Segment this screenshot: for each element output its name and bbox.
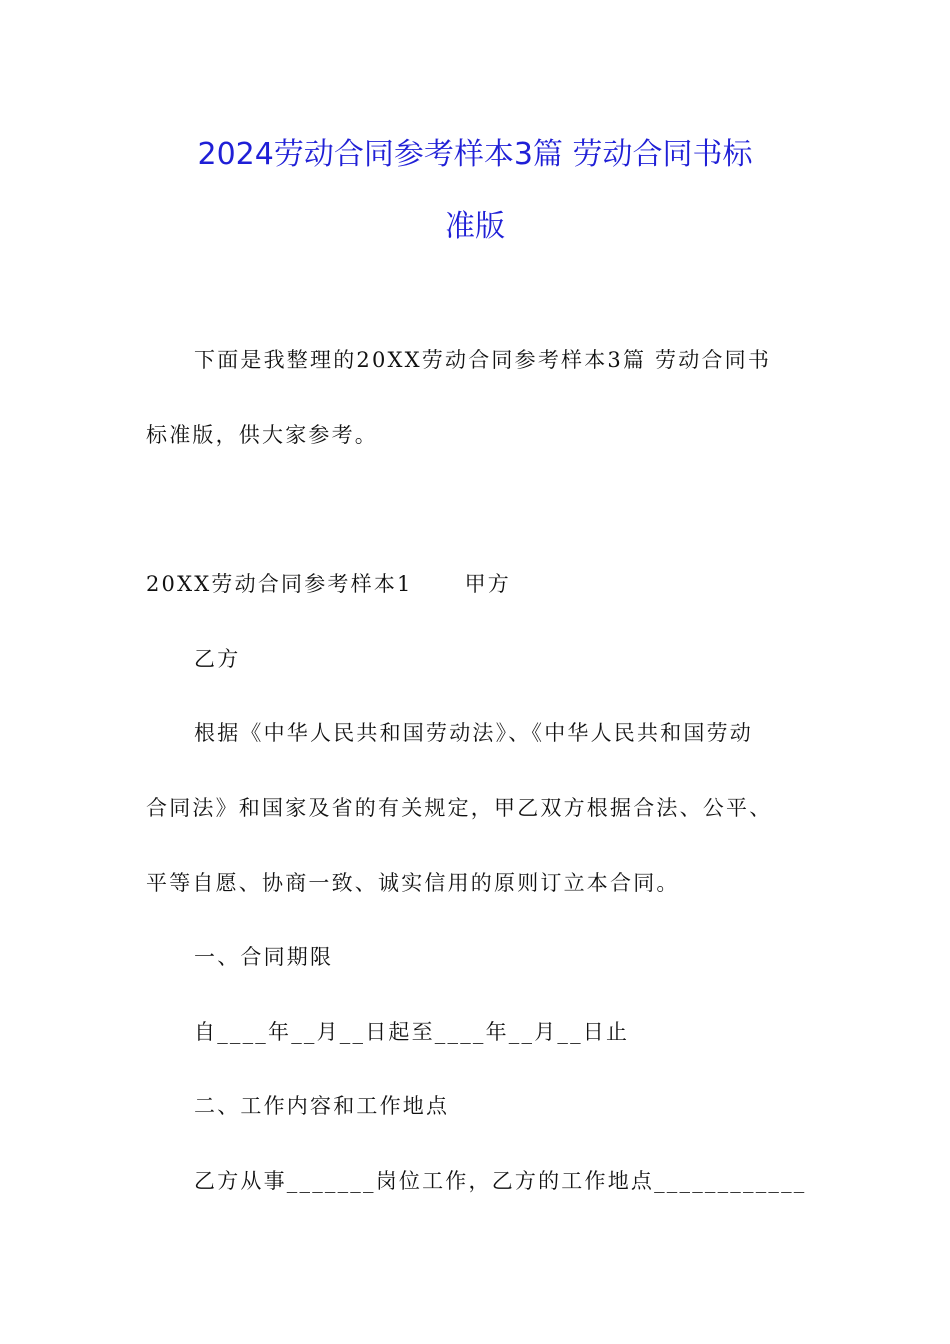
- basis-paragraph-line-1: 根据《中华人民共和国劳动法》、《中华人民共和国劳动: [194, 721, 753, 745]
- intro-line-1: 下面是我整理的20XX劳动合同参考样本3篇 劳动合同书: [194, 348, 772, 372]
- sample-heading: 20XX劳动合同参考样本1: [146, 572, 413, 596]
- section-2-title: 二、工作内容和工作地点: [194, 1094, 450, 1118]
- section-1-title: 一、合同期限: [194, 945, 334, 969]
- section-1-term-text: 自____年__月__日起至____年__月__日止: [194, 1020, 630, 1044]
- document-title-line-1: 2024劳动合同参考样本3篇 劳动合同书标: [197, 137, 753, 172]
- sample-heading-row: [146, 569, 511, 599]
- party-a-label: 甲方: [464, 572, 511, 596]
- party-b-label: 乙方: [194, 647, 241, 671]
- document-title-line-2: 准版: [445, 209, 505, 244]
- intro-line-2: 标准版，供大家参考。: [146, 423, 378, 447]
- section-2-text: 乙方从事_______岗位工作，乙方的工作地点____________: [194, 1169, 807, 1193]
- basis-paragraph-line-2: 合同法》和国家及省的有关规定，甲乙双方根据合法、公平、: [146, 796, 773, 820]
- basis-paragraph-line-3: 平等自愿、协商一致、诚实信用的原则订立本合同。: [146, 871, 680, 895]
